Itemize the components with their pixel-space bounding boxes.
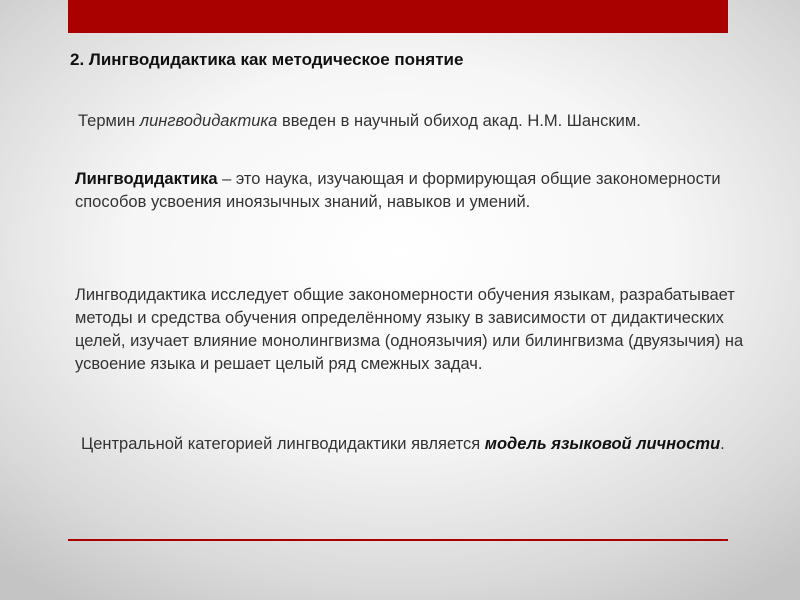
p4-before: Центральной категорией лингводидактики является xyxy=(81,435,485,453)
paragraph-definition xyxy=(75,168,735,214)
p2-rest: – это наука, изучающая и формирующая общие закономерности способов усвоения иноязычных знаний, навыков и умений. xyxy=(75,170,721,211)
p1-after: введен в научный обиход акад. Н.М. Шанским. xyxy=(277,112,641,130)
p1-before: Термин xyxy=(78,112,140,130)
slide-title: 2. Лингводидактика как методическое понятие xyxy=(70,50,464,69)
paragraph-research-scope xyxy=(75,284,755,376)
paragraph-central-category xyxy=(81,433,761,456)
p2-term: Лингводидактика xyxy=(75,170,218,188)
p1-term: лингводидактика xyxy=(139,112,278,130)
bottom-divider xyxy=(68,539,728,541)
top-accent-bar xyxy=(68,0,728,33)
p4-emphasis: модель языковой личности xyxy=(484,435,721,453)
p4-after: . xyxy=(720,435,725,453)
p3-text: Лингводидактика исследует общие закономерности обучения языкам, разрабатывает методы и средства обучения определённому языку в зависимости от дидактических целей, изучает влияние монолингвизма (одноязычия) или билингвизма (двуязычия) на усвоение языка и решает целый ряд смежных задач. xyxy=(75,286,744,373)
paragraph-term-origin xyxy=(78,110,641,133)
